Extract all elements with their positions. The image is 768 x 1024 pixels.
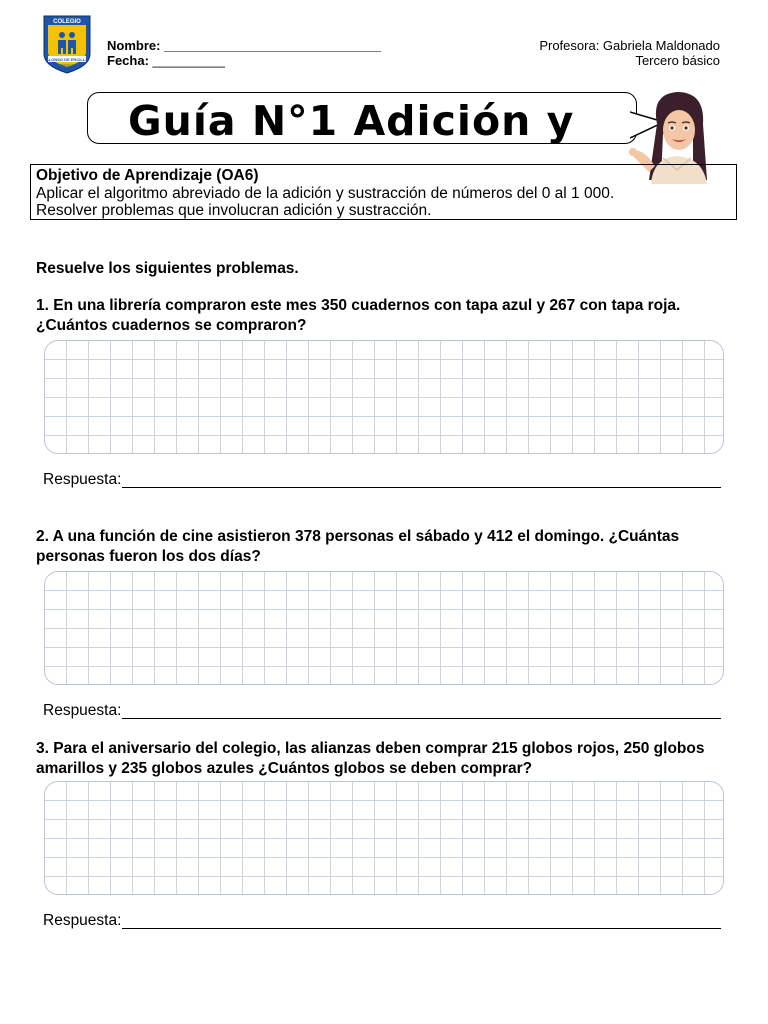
objective-line-1: Aplicar el algoritmo abreviado de la adición y sustracción de números del 0 al 1 000. bbox=[36, 184, 615, 202]
question-3: 3. Para el aniversario del colegio, las alianzas deben comprar 215 globos rojos, 250 globos amarillos y 235 globos azules ¿Cuántos globos se deben comprar? bbox=[36, 740, 705, 777]
work-grid-2[interactable] bbox=[44, 571, 724, 685]
logo-text-top: COLEGIO bbox=[53, 19, 81, 25]
answer-line-1[interactable] bbox=[43, 466, 721, 488]
date-field[interactable] bbox=[107, 53, 225, 68]
answer-label-3: Respuesta: bbox=[43, 912, 122, 929]
answer-blank-1[interactable] bbox=[122, 474, 721, 488]
instruction: Resuelve los siguientes problemas. bbox=[36, 260, 299, 277]
answer-line-3[interactable] bbox=[43, 907, 721, 929]
answer-label-2: Respuesta: bbox=[43, 702, 122, 719]
work-grid-1[interactable] bbox=[44, 340, 724, 454]
page-title: Guía N°1 Adición y bbox=[128, 97, 575, 144]
name-label: Nombre: bbox=[107, 38, 161, 53]
answer-blank-3[interactable] bbox=[122, 915, 721, 929]
school-logo-icon bbox=[42, 14, 92, 74]
objective-title: Objetivo de Aprendizaje (OA6) bbox=[36, 167, 259, 184]
question-1: 1. En una librería compraron este mes 350 cuadernos con tapa azul y 267 con tapa roja. ¿Cuántos cuadernos se compraron? bbox=[36, 297, 681, 334]
title-bubble bbox=[87, 92, 639, 144]
answer-label-1: Respuesta: bbox=[43, 471, 122, 488]
name-field[interactable] bbox=[107, 38, 381, 53]
answer-line-2[interactable] bbox=[43, 697, 721, 719]
grade-level: Tercero básico bbox=[635, 53, 720, 68]
date-label: Fecha: bbox=[107, 53, 149, 68]
learning-objective-box bbox=[30, 164, 737, 220]
teacher-name: Profesora: Gabriela Maldonado bbox=[539, 38, 720, 53]
work-grid-3[interactable] bbox=[44, 781, 724, 895]
name-blank: ______________________________ bbox=[164, 38, 381, 53]
answer-blank-2[interactable] bbox=[122, 705, 721, 719]
question-2: 2. A una función de cine asistieron 378 personas el sábado y 412 el domingo. ¿Cuántas personas fueron los dos días? bbox=[36, 528, 680, 565]
objective-line-2: Resolver problemas que involucran adición y sustracción. bbox=[36, 202, 432, 219]
logo-text-bottom: ALONSO DE ERCILLA bbox=[45, 56, 89, 62]
logo-text-city: TEMUCO bbox=[60, 63, 74, 68]
date-blank: __________ bbox=[152, 53, 225, 68]
